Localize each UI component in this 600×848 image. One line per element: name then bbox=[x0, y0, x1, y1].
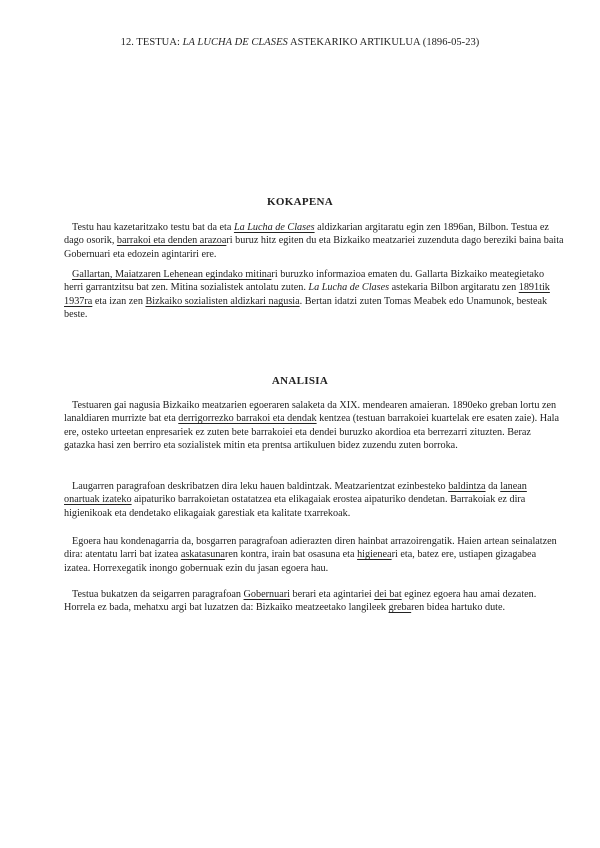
kokapena-heading: KOKAPENA bbox=[267, 196, 333, 208]
analisia-heading: ANALISIA bbox=[271, 375, 329, 387]
title-suffix: ASTEKARIKO ARTIKULUA (1896-05-23) bbox=[287, 37, 480, 48]
document-title bbox=[0, 37, 600, 48]
kokapena-paragraph-1: Testu hau kazetaritzako testu bat da eta La Lucha de Clases aldizkarian argitaratu egin zen 1896an, Bilbon. Testua ez dago osorik, barrakoi eta denden arazoari buruz hitz egiten du eta Bizkaiko meatzariei zuzenduta dago bereziki baina baita Gobernuari eta edozein agintariri ere. bbox=[64, 222, 564, 260]
analisia-paragraph-4: Testua bukatzen da seigarren paragrafoan Gobernuari berari eta agintariei dei bat eginez egoera hau amai dezaten. Horrela ez bada, mehatxu argi bat luzatzen da: Bizkaiko meatzeetako langileek grebaren bidea hartuko dute. bbox=[64, 589, 537, 614]
analisia-paragraph-1: Testuaren gai nagusia Bizkaiko meatzarien egoeraren salaketa da XIX. mendearen amaieran. 1890eko greban lortu zen lanaldiaren murrizte bat eta derrigorrezko barrakoi eta dendak kentzea (testuan barrakoiei kuartelak ere esaten zaie). Hala ere, osteko urteetan enpresariek ez zuten bete barrakoiei eta dendei buruzko akordioa eta berrezarri zituzten. Beraz gatazka hasi zen berriro eta sozialistek mitin eta prentsa artikuluen bidez zuzendu zuten borroka. bbox=[64, 400, 559, 452]
title-prefix: 12. TESTUA: bbox=[120, 37, 183, 48]
analisia-paragraph-3: Egoera hau kondenagarria da, bosgarren paragrafoan adierazten diren hainbat arrazoirengatik. Haien artean seinalatzen dira: atentatu larri bat izatea askatasunaren kontra, irain bat osasuna eta higieneari eta, batez ere, ustiapen gizagabea izatea. Horrexegatik inongo gobernuak ezin du jasan egoera hau. bbox=[64, 536, 557, 574]
title-italic: LA LUCHA DE CLASES bbox=[182, 37, 288, 48]
kokapena-paragraph-2: Gallartan, Maiatzaren Lehenean egindako mitinari buruzko informazioa ematen du. Gallarta Bizkaiko meategietako herri garrantzitsu bat zen. Mitina sozialistek antolatu zuten. La Lucha de Clases astekaria Bilbon argitaratu zen 1891tik 1937ra eta izan zen Bizkaiko sozialisten aldizkari nagusia. Bertan idatzi zuten Tomas Meabek edo Unamunok, besteak beste. bbox=[64, 269, 550, 321]
analisia-paragraph-2: Laugarren paragrafoan deskribatzen dira leku hauen baldintzak. Meatzarientzat ezinbesteko baldintza da lanean onartuak izateko aipaturiko barrakoietan ostatatzea eta elikagaiak erostea aipaturiko dendetan. Barrakoiak ez dira higienikoak eta dendetako elikagaiak garestiak eta kalitate txarrekoak. bbox=[64, 481, 527, 519]
